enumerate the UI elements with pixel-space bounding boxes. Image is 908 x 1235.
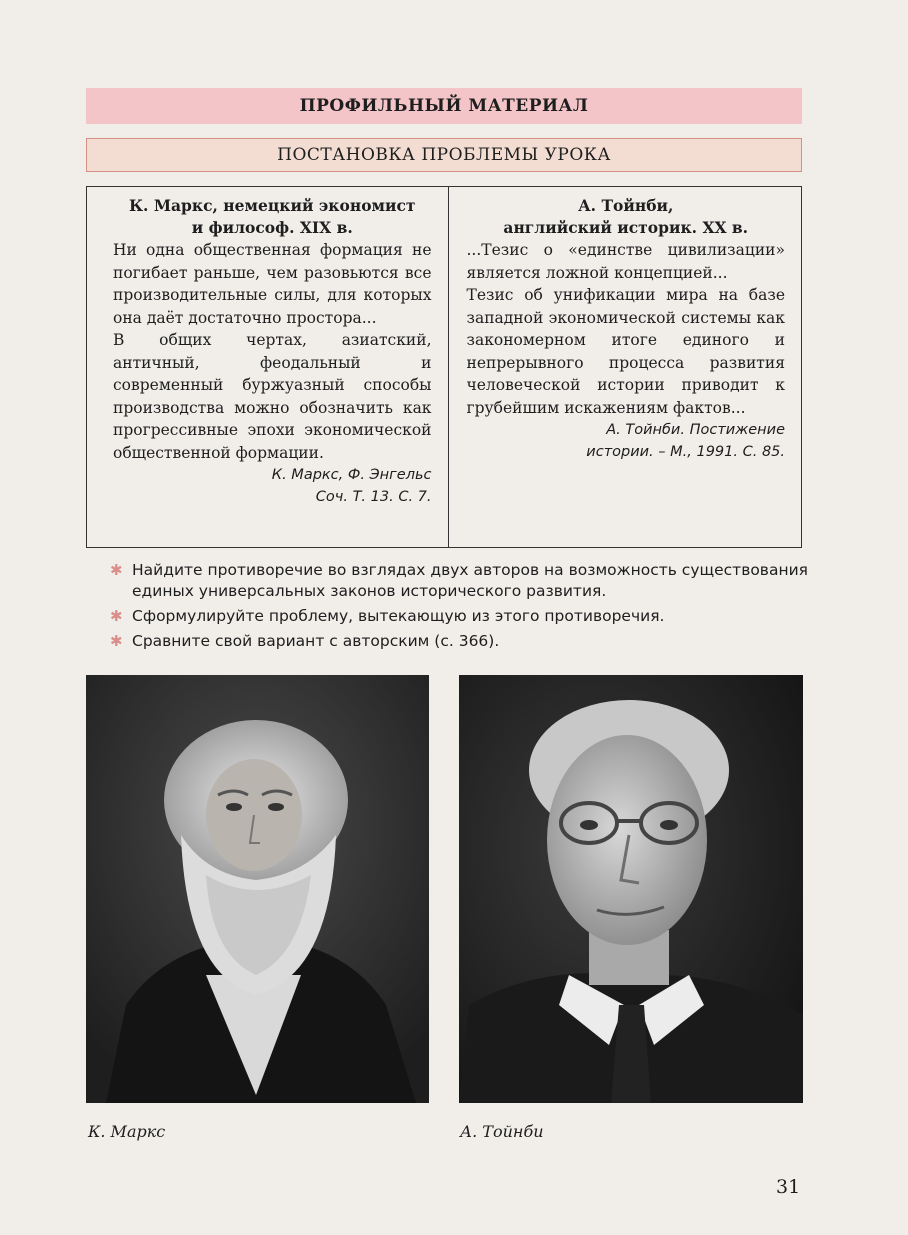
task-text: Сравните свой вариант с авторским (с. 366).: [132, 632, 500, 650]
marx-author-line: и философ. XIX в.: [191, 218, 353, 237]
task-list: [108, 560, 808, 656]
task-item: [108, 560, 808, 602]
profile-material-title: ПРОФИЛЬНЫЙ МАТЕРИАЛ: [299, 96, 589, 116]
toynbee-quote-heading: [467, 195, 786, 239]
quotes-table: [86, 186, 802, 548]
marx-quote-heading: [113, 195, 432, 239]
marx-quote-paragraph: В общих чертах, азиатский, античный, феодальный и современный буржуазный способы производства можно обозначить как прогрессивные эпохи экономической общественной формации.: [113, 331, 432, 462]
marx-portrait-image: [86, 675, 429, 1103]
bullet-icon: ✱: [110, 561, 123, 579]
lesson-problem-title: ПОСТАНОВКА ПРОБЛЕМЫ УРОКА: [277, 145, 611, 165]
page-number: 31: [776, 1176, 801, 1198]
toynbee-source-line: истории. – М., 1991. С. 85.: [586, 444, 785, 460]
toynbee-author-line: английский историк. XX в.: [503, 218, 749, 237]
marx-quote-paragraph: Ни одна общественная формация не погибает раньше, чем разовьются все производительные силы, для которых она даёт достаточно простора...: [113, 241, 432, 327]
marx-quote-source: [113, 464, 432, 508]
bullet-icon: ✱: [110, 632, 123, 650]
toynbee-source-line: А. Тойнби. Постижение: [606, 422, 785, 438]
marx-source-line: Соч. Т. 13. С. 7.: [315, 489, 432, 505]
toynbee-portrait-image: [459, 675, 803, 1103]
toynbee-quote-source: [467, 419, 786, 463]
profile-material-banner: [86, 88, 802, 124]
bullet-icon: ✱: [110, 607, 123, 625]
task-item: [108, 606, 808, 627]
toynbee-quote-column: [448, 187, 802, 547]
marx-author-line: К. Маркс, немецкий экономист: [128, 196, 416, 215]
marx-quote-column: [87, 187, 448, 547]
marx-quote-text: [113, 239, 432, 464]
task-text: Сформулируйте проблему, вытекающую из этого противоречия.: [132, 607, 665, 625]
toynbee-quote-paragraph: ...Тезис о «единстве цивилизации» является ложной концепцией...: [466, 241, 785, 282]
marx-photo-caption: К. Маркс: [88, 1122, 166, 1141]
lesson-problem-banner: [86, 138, 802, 172]
toynbee-quote-text: [467, 239, 786, 419]
toynbee-photo-caption: А. Тойнби: [460, 1122, 544, 1141]
marx-source-line: К. Маркс, Ф. Энгельс: [271, 467, 432, 483]
task-item: [108, 631, 808, 652]
toynbee-author-line: А. Тойнби,: [578, 196, 674, 215]
toynbee-quote-paragraph: Тезис об унификации мира на базе западной экономической системы как закономерном итоге единого и непрерывного процесса развития человеческой истории приводит к грубейшим искажениям фактов...: [466, 286, 785, 417]
task-text: Найдите противоречие во взглядах двух авторов на возможность существования единых универсальных законов исторического развития.: [132, 561, 808, 600]
